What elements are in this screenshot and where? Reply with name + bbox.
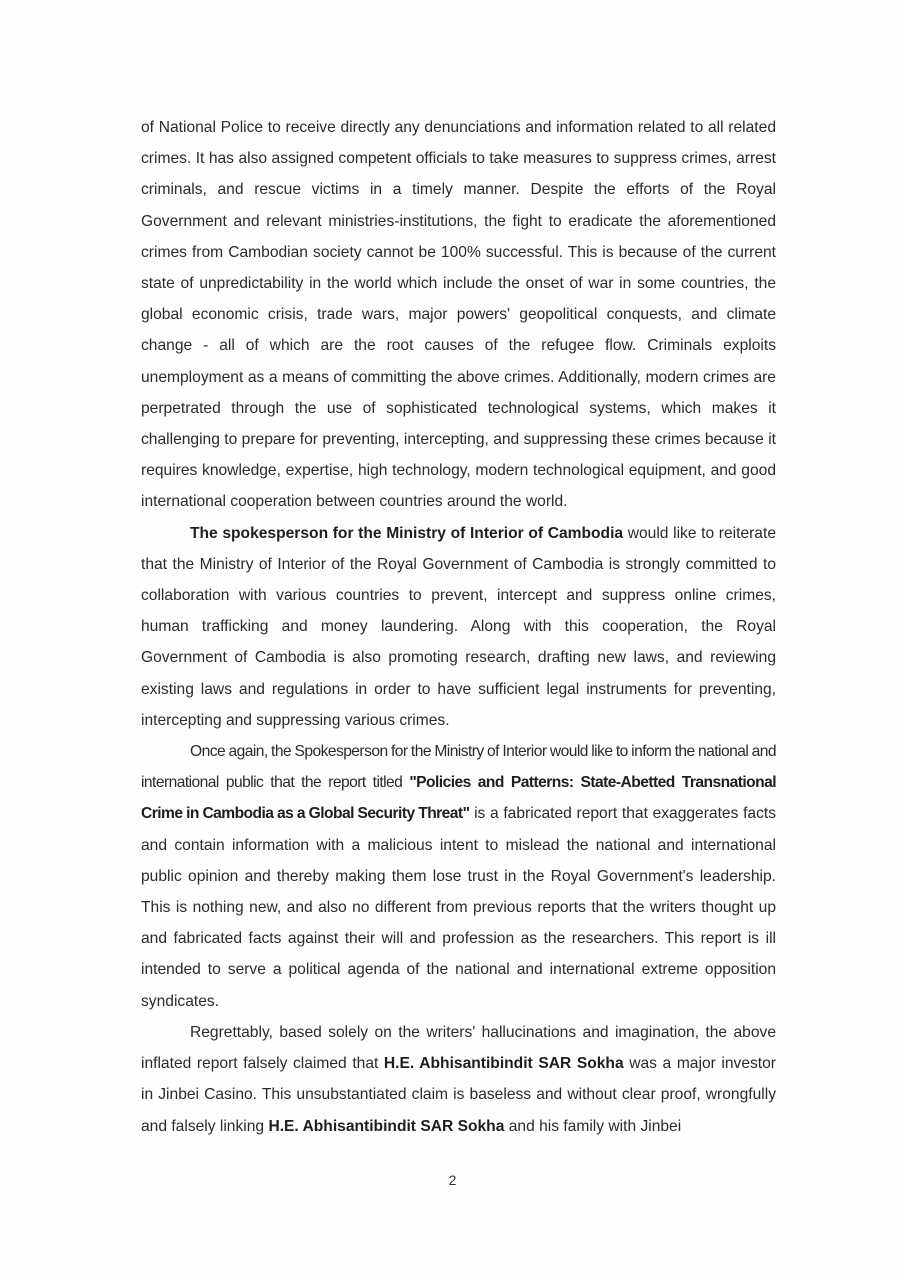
paragraph-text: Regrettably, based solely on the writers' hallucinations and imagination, the above inflated report falsely claimed that <box>141 1023 776 1073</box>
paragraph-1-crime-context <box>141 112 776 518</box>
body-text <box>141 112 776 1142</box>
paragraph-text: and his family with Jinbei <box>504 1117 682 1135</box>
paragraph-text: Once again, the Spokesperson for the Ministry of Interior would like to inform the national and international public that the report titled <box>141 743 776 792</box>
paragraph-text: of National Police to receive directly any denunciations and information related to all related crimes. It has also assigned competent officials to take measures to suppress crimes, arrest criminals, and rescue victims in a timely manner. Despite the efforts of the Royal Government and relevant ministries-institutions, the fight to eradicate the aforementioned crimes from Cambodian society cannot be 100% successful. This is because of the current state of unpredictability in the world which include the onset of war in some countries, the global economic crisis, trade wars, major powers' geopolitical conquests, and climate change - all of which are the root causes of the refugee flow. Criminals exploits unemployment as a means of committing the above crimes. Additionally, modern crimes are perpetrated through the use of sophisticated technological systems, which makes it challenging to prepare for preventing, intercepting, and suppressing these crimes because it requires knowledge, expertise, high technology, modern technological equipment, and good international cooperation between countries around the world. <box>141 119 776 511</box>
paragraph-3-report-rebuttal <box>141 736 776 1017</box>
bold-report-title: "Policies and Patterns: State-Abetted Transnational Crime in Cambodia as a Global Security Threat" <box>141 774 777 823</box>
bold-spokesperson-phrase: The spokesperson for the Ministry of Interior of Cambodia <box>190 524 624 542</box>
paragraph-text: is a fabricated report that exaggerates facts and contain information with a malicious intent to mislead the national and international public opinion and thereby making them lose trust in the Royal Government's leadership. This is nothing new, and also no different from previous reports that the writers thought up and fabricated facts against their will and profession as the researchers. This report is ill intended to serve a political agenda of the national and international extreme opposition syndicates. <box>141 805 776 1010</box>
bold-person-name: H.E. Abhisantibindit SAR Sokha <box>383 1055 624 1073</box>
paragraph-text: was a major investor in Jinbei Casino. This unsubstantiated claim is baseless and without clear proof, wrongfully and falsely linking <box>141 1055 776 1135</box>
paragraph-4-sar-sokha-claim <box>141 1017 776 1142</box>
paragraph-text: would like to reiterate that the Ministry of Interior of the Royal Government of Cambodia is strongly committed to collaboration with various countries to prevent, intercept and suppress online crimes, human trafficking and money laundering. Along with this cooperation, the Royal Government of Cambodia is also promoting research, drafting new laws, and reviewing existing laws and regulations in order to have sufficient legal instruments for preventing, intercepting and suppressing various crimes. <box>141 524 776 729</box>
page-number: 2 <box>448 1172 457 1188</box>
bold-person-name: H.E. Abhisantibindit SAR Sokha <box>268 1117 505 1135</box>
paragraph-2-spokesperson-reiteration <box>141 518 776 736</box>
